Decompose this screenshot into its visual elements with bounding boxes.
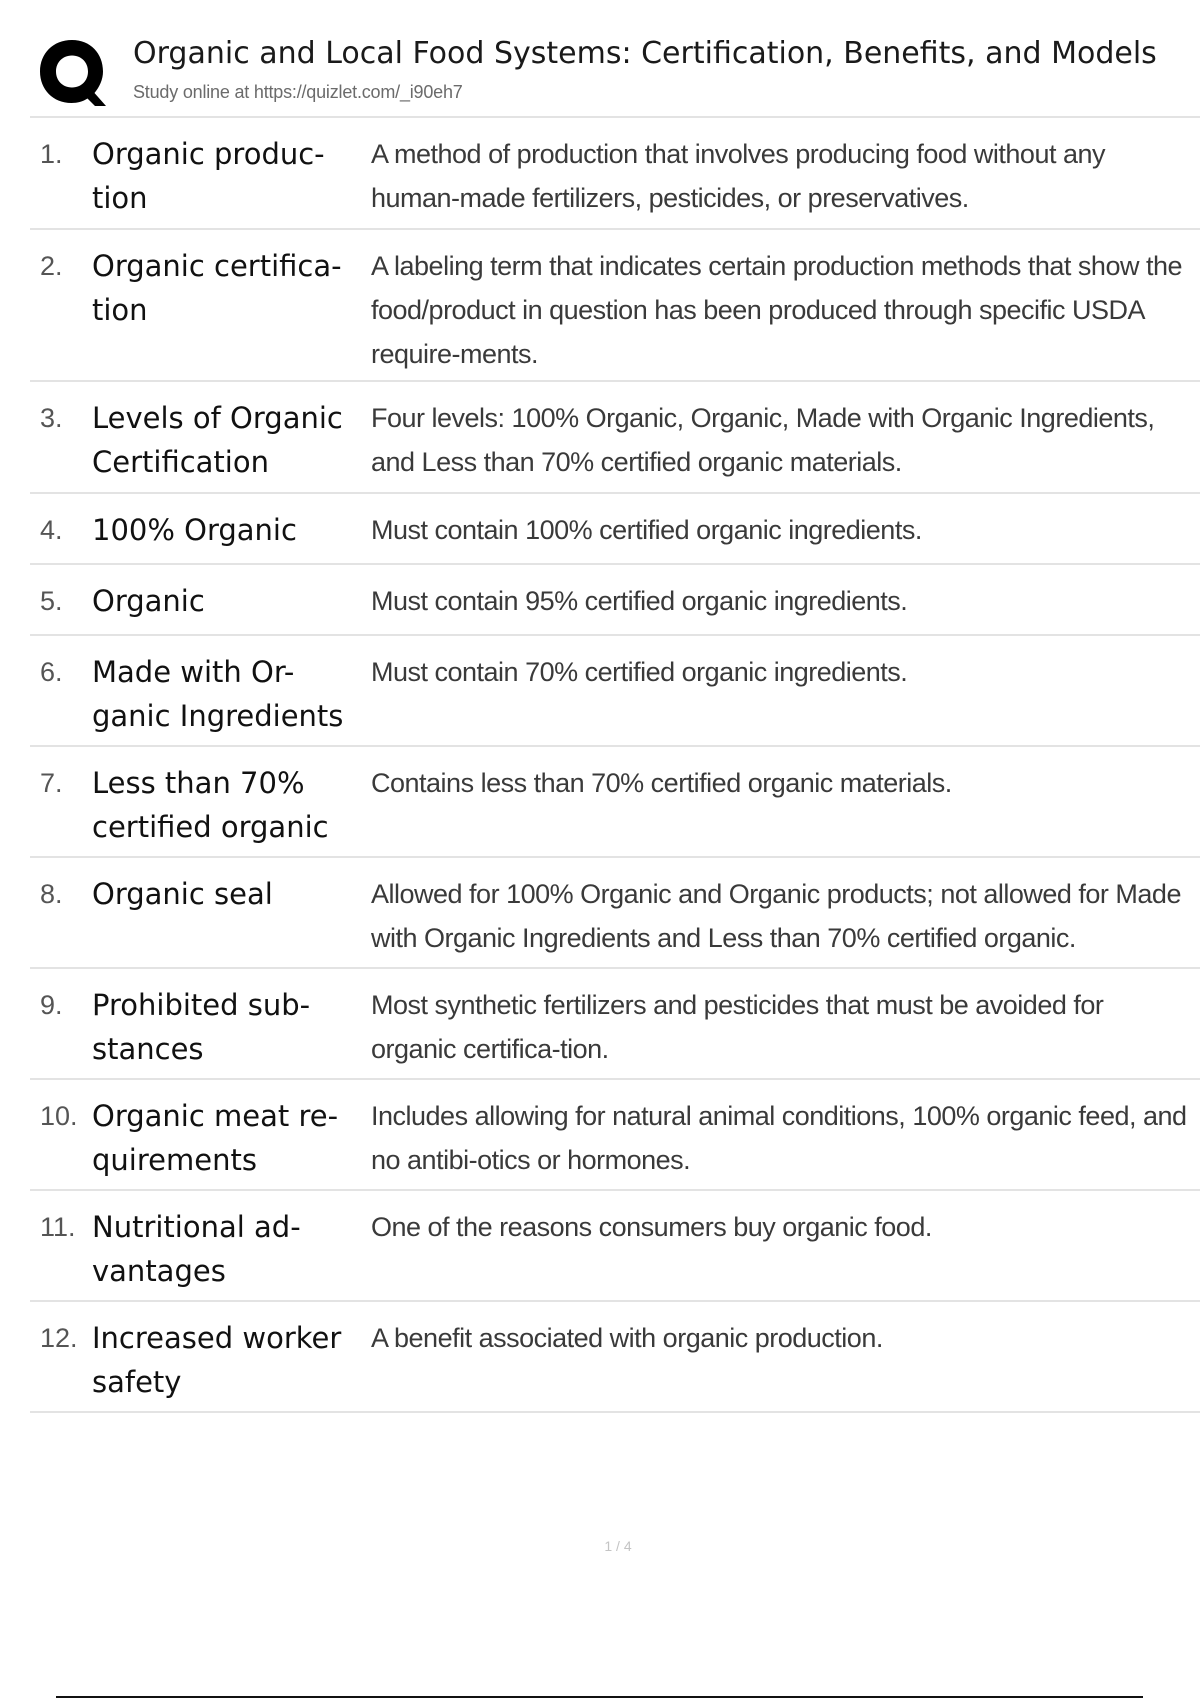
quizlet-logo-icon [32, 32, 112, 112]
term-definition: Allowed for 100% Organic and Organic products; not allowed for Made with Organic Ingredients and Less than 70% certified organic. [371, 879, 1181, 953]
term-number: 11. [40, 1212, 76, 1242]
term-row [30, 118, 1200, 230]
term-name: Organic meat re-quirements [92, 1099, 339, 1177]
term-name: Levels of Organic Certification [92, 401, 343, 479]
term-name: Made with Or-ganic Ingredients [92, 655, 344, 733]
term-row [30, 747, 1200, 858]
term-name: Organic produc-tion [92, 137, 325, 215]
term-definition: One of the reasons consumers buy organic food. [371, 1212, 932, 1242]
term-number: 3. [40, 403, 63, 433]
term-number: 7. [40, 768, 63, 798]
term-row [30, 494, 1200, 565]
term-definition: Most synthetic fertilizers and pesticides that must be avoided for organic certifica-tion. [371, 990, 1104, 1064]
term-number: 10. [40, 1101, 78, 1131]
term-definition: A labeling term that indicates certain production methods that show the food/product in question has been produced through specific USDA require-ments. [371, 251, 1182, 369]
term-definition: Must contain 70% certified organic ingredients. [371, 657, 908, 687]
term-number: 9. [40, 990, 63, 1020]
term-row [30, 565, 1200, 636]
page-number: 1 / 4 [604, 1538, 632, 1554]
term-row [30, 1191, 1200, 1302]
term-definition: Includes allowing for natural animal conditions, 100% organic feed, and no antibi-otics or hormones. [371, 1101, 1187, 1175]
term-number: 2. [40, 251, 63, 281]
document-header [30, 28, 1200, 116]
term-name: Organic seal [92, 877, 273, 911]
page-bottom-rule [56, 1696, 1143, 1698]
study-online-link[interactable]: Study online at https://quizlet.com/_i90eh7 [133, 82, 463, 102]
terms-list [30, 118, 1200, 1413]
term-row [30, 858, 1200, 969]
document-title: Organic and Local Food Systems: Certification, Benefits, and Models [133, 36, 1157, 71]
term-number: 12. [40, 1323, 78, 1353]
term-definition: Must contain 95% certified organic ingredients. [371, 586, 908, 616]
term-definition: Contains less than 70% certified organic materials. [371, 768, 952, 798]
term-name: Nutritional ad-vantages [92, 1210, 301, 1288]
term-row [30, 636, 1200, 747]
term-definition: A benefit associated with organic production. [371, 1323, 883, 1353]
term-number: 5. [40, 586, 63, 616]
term-name: Organic certifica-tion [92, 249, 342, 327]
term-row [30, 230, 1200, 382]
term-name: Increased worker safety [92, 1321, 342, 1399]
term-name: Prohibited sub-stances [92, 988, 311, 1066]
term-row [30, 1080, 1200, 1191]
term-name: 100% Organic [92, 513, 297, 547]
term-name: Less than 70% certified organic [92, 766, 329, 844]
term-row [30, 969, 1200, 1080]
term-number: 8. [40, 879, 63, 909]
term-row [30, 1302, 1200, 1413]
term-number: 6. [40, 657, 63, 687]
term-definition: A method of production that involves producing food without any human-made fertilizers, pesticides, or preservatives. [371, 139, 1105, 213]
term-definition: Four levels: 100% Organic, Organic, Made with Organic Ingredients, and Less than 70% certified organic materials. [371, 403, 1155, 477]
term-number: 4. [40, 515, 63, 545]
term-definition: Must contain 100% certified organic ingredients. [371, 515, 922, 545]
term-row [30, 382, 1200, 494]
term-number: 1. [40, 139, 63, 169]
term-name: Organic [92, 584, 205, 618]
